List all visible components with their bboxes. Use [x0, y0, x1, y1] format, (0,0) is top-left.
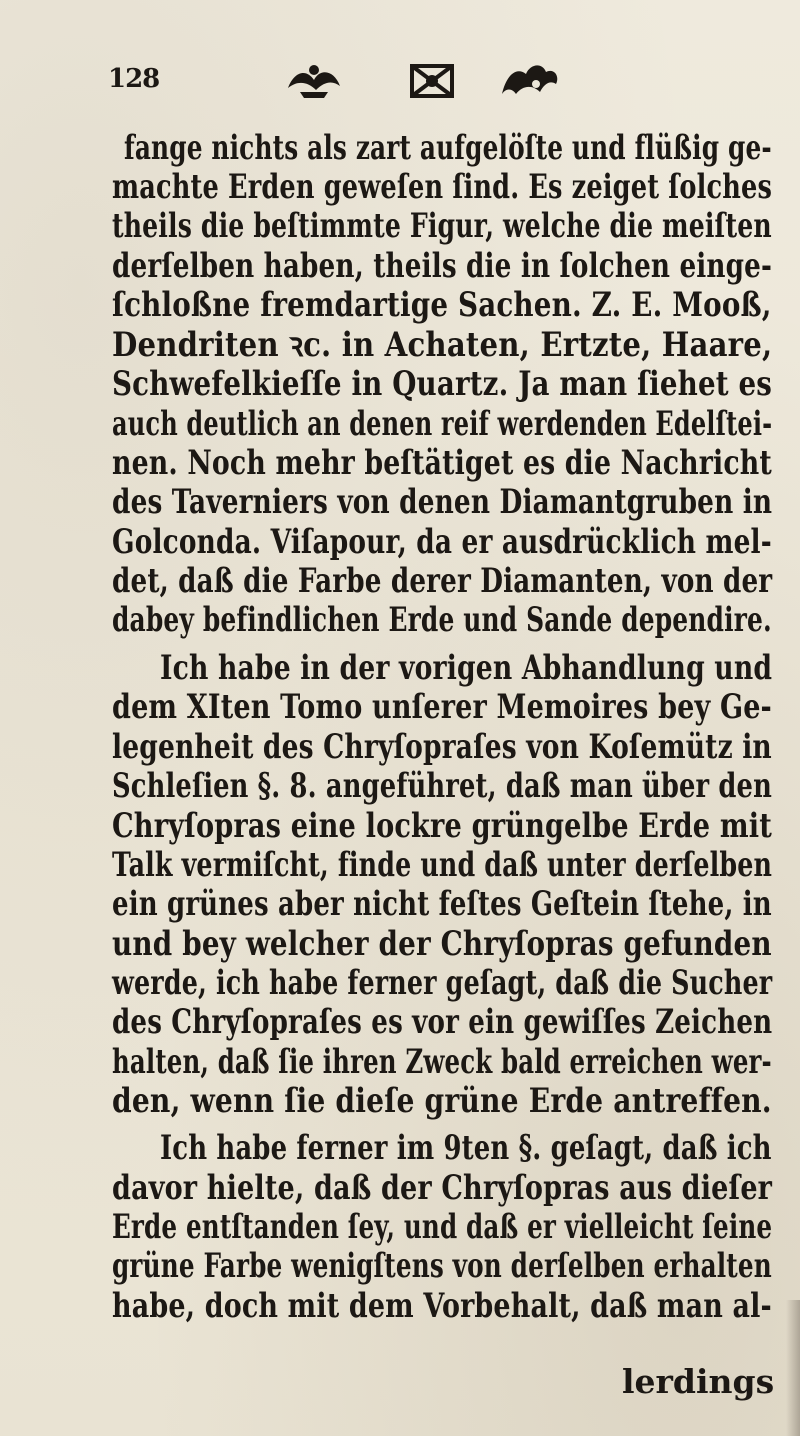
text-line: und bey welcher der Chryſopras gefunden: [112, 924, 772, 964]
text-line: Ich habe ferner im 9ten §. geſagt, daß ich: [160, 1128, 772, 1168]
text-line: des Taverniers von denen Diamantgruben in: [112, 482, 773, 522]
text-line: werde, ich habe ferner geſagt, daß die Sucher: [112, 963, 773, 1003]
text-line: Dendriten ꝛc. in Achaten, Ertzte, Haare,: [112, 325, 773, 365]
text-line: ſchloßne fremdartige Sachen. Z. E. Mooß,: [112, 285, 772, 325]
text-line: Erde entſtanden ſey, und daß er vielleicht ſeine: [112, 1207, 773, 1247]
text-line: Talk vermiſcht, finde und daß unter derſelben: [112, 845, 773, 885]
text-line: den, wenn ſie dieſe grüne Erde antreffen.: [112, 1081, 772, 1121]
text-line: auch deutlich an denen reif werdenden Edelſtei-: [112, 404, 773, 444]
text-line: Golconda. Viſapour, da er ausdrücklich mel-: [112, 522, 772, 562]
text-line: Chryſopras eine lockre grüngelbe Erde mit: [112, 806, 772, 846]
text-line: Ich habe in der vorigen Abhandlung und: [160, 648, 773, 688]
text-line: dabey befindlichen Erde und Sande dependire.: [112, 600, 772, 640]
text-line: fange nichts als zart aufgelöſte und flüßig ge-: [124, 128, 772, 168]
text-line: derſelben haben, theils die in ſolchen einge-: [112, 246, 773, 286]
text-line: det, daß die Farbe derer Diamanten, von der: [112, 561, 773, 601]
text-line: davor hielte, daß der Chryſopras aus dieſer: [112, 1168, 773, 1208]
text-line: theils die beſtimmte Figur, welche die meiſten: [112, 206, 772, 246]
text-line: dem XIten Tomo unſerer Memoires bey Ge-: [112, 687, 772, 727]
text-line: grüne Farbe wenigſtens von derſelben erhalten: [112, 1246, 772, 1286]
text-line: des Chryſopraſes es vor ein gewiſſes Zeichen: [112, 1002, 773, 1042]
page-edge-shadow: [786, 1300, 800, 1436]
page-number: 128: [108, 64, 160, 94]
text-line: ein grünes aber nicht feſtes Geſtein ſtehe, in: [112, 884, 772, 924]
text-line: nen. Noch mehr beſtätiget es die Nachricht: [112, 443, 772, 483]
text-line: legenheit des Chryſopraſes von Koſemütz in: [112, 727, 772, 767]
text-line: Schwefelkieſſe in Quartz. Ja man ſiehet es: [112, 364, 773, 404]
text-line: Schleſien §. 8. angeführet, daß man über den: [112, 766, 772, 806]
catchword: lerdings: [622, 1362, 775, 1401]
text-line: habe, doch mit dem Vorbehalt, daß man al-: [112, 1286, 772, 1326]
text-line: halten, daß ſie ihren Zweck bald erreichen wer-: [112, 1042, 772, 1082]
text-line: machte Erden geweſen ſind. Es zeiget ſolches: [112, 167, 773, 207]
